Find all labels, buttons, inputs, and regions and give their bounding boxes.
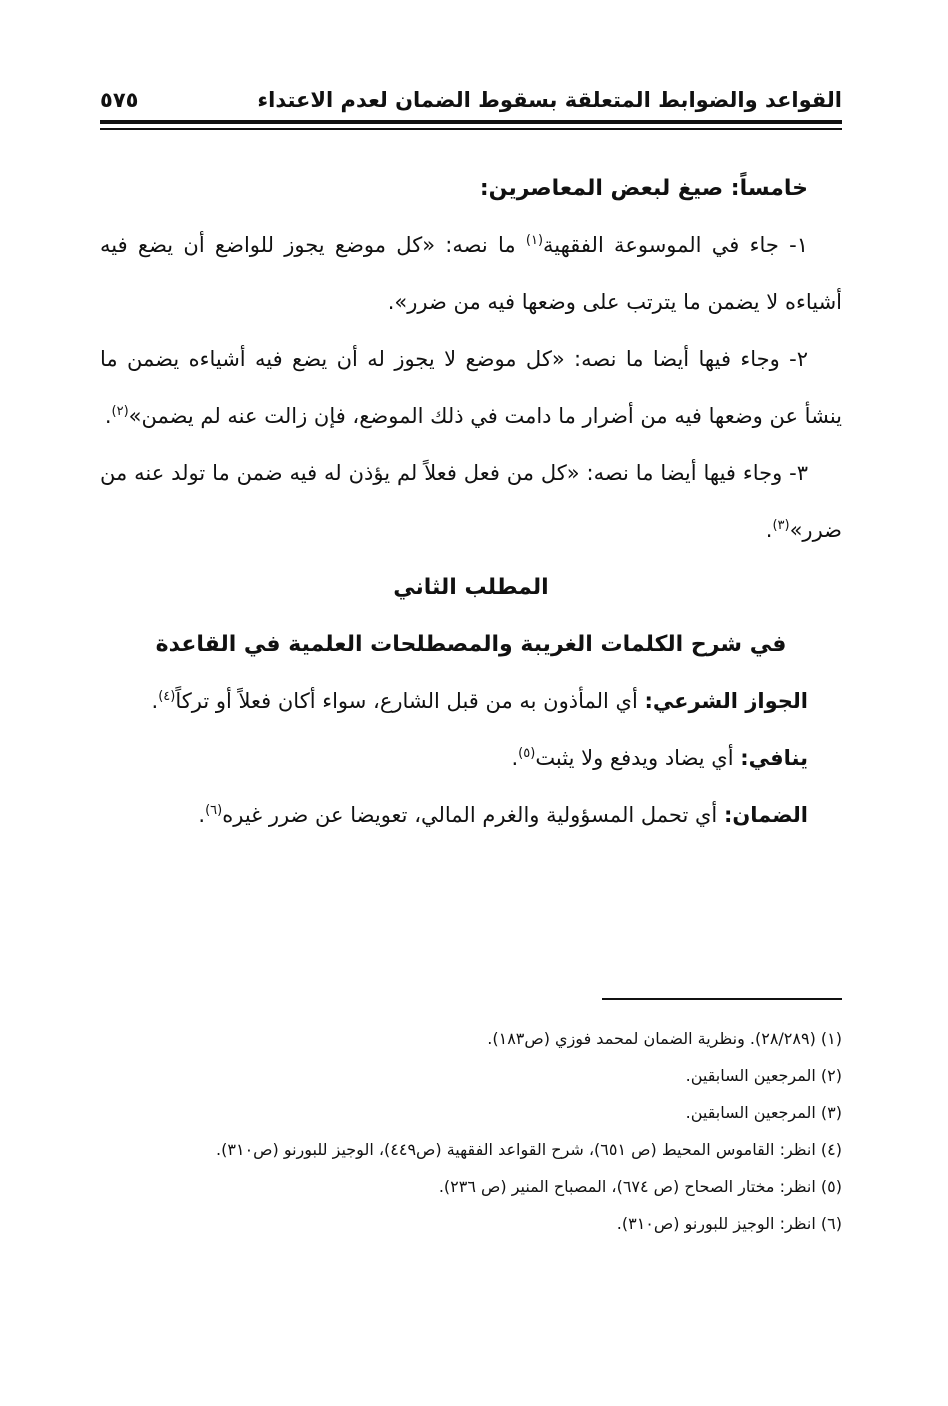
footnotes bbox=[100, 1020, 842, 1242]
term-daman: الضمان: bbox=[723, 803, 808, 827]
term-yunafi: ينافي: bbox=[740, 746, 808, 770]
matlab-subtitle: في شرح الكلمات الغريبة والمصطلحات العلمية في القاعدة bbox=[155, 632, 787, 657]
footnote-2: (٢) المرجعين السابقين. bbox=[685, 1066, 842, 1085]
quote-item-2 bbox=[100, 331, 842, 445]
item-2-text: ٢- وجاء فيها أيضا ما نصه: «كل موضع لا يجوز له أن يضع فيه أشياءه يضمن ما ينشأ عن وضعها فيه من أضرار ما دامت في ذلك الموضع، فإن زالت عنه لم يضمن» bbox=[100, 347, 842, 428]
quote-item-3 bbox=[100, 445, 842, 559]
footnote-ref-3: (٣) bbox=[772, 518, 790, 533]
definition-jawaz-text: أي المأذون به من قبل الشارع، سواء أكان فعلاً أو تركاً bbox=[175, 689, 645, 713]
definition-jawaz-end: . bbox=[151, 689, 159, 713]
item-1-text-a: ١- جاء في الموسوعة الفقهية bbox=[543, 233, 808, 257]
item-1-text-b: ما نصه: «كل موضع يجوز للواضع أن يضع فيه أشياءه لا يضمن ما يترتب على وضعها فيه من ضرر». bbox=[100, 233, 842, 314]
matlab-title: المطلب الثاني bbox=[393, 575, 549, 600]
footnote-ref-6: (٦) bbox=[205, 803, 223, 818]
footnote-separator bbox=[602, 998, 842, 1000]
footnote-ref-2: (٢) bbox=[111, 404, 129, 419]
item-3-text: ٣- وجاء فيها أيضا ما نصه: «كل من فعل فعلاً لم يؤذن له فيه ضمن ما تولد عنه من ضرر» bbox=[100, 461, 842, 542]
footnote-ref-1: (١) bbox=[525, 233, 544, 248]
footnote-5: (٥) انظر: مختار الصحاح (ص ٦٧٤)، المصباح المنير (ص ٢٣٦). bbox=[438, 1177, 842, 1196]
term-jawaz: الجواز الشرعي: bbox=[644, 689, 808, 713]
running-title: القواعد والضوابط المتعلقة بسقوط الضمان لعدم الاعتداء bbox=[257, 88, 842, 112]
book-page bbox=[100, 0, 842, 1406]
definition-daman-text: أي تحمل المسؤولية والغرم المالي، تعويضا عن ضرر غيره bbox=[222, 803, 724, 827]
running-header bbox=[100, 88, 842, 118]
footnote-6: (٦) انظر: الوجيز للبورنو (ص٣١٠). bbox=[616, 1214, 842, 1233]
definition-daman-end: . bbox=[198, 803, 206, 827]
item-2-end: . bbox=[104, 404, 112, 428]
page-number: ٥٧٥ bbox=[100, 88, 139, 112]
footnote-ref-5: (٥) bbox=[518, 746, 536, 761]
footnote-4: (٤) انظر: القاموس المحيط (ص ٦٥١)، شرح القواعد الفقهية (ص٤٤٩)، الوجيز للبورنو (ص٣١٠). bbox=[216, 1140, 842, 1159]
header-rule-thin bbox=[100, 128, 842, 130]
footnote-ref-4: (٤) bbox=[158, 689, 176, 704]
footnote-1: (١) (٢٨/٢٨٩). ونظرية الضمان لمحمد فوزي (ص١٨٣). bbox=[487, 1029, 842, 1048]
item-3-end: . bbox=[765, 518, 773, 542]
quote-item-1 bbox=[100, 217, 842, 331]
definition-yunafi-end: . bbox=[511, 746, 519, 770]
header-rule-thick bbox=[100, 120, 842, 124]
definition-jawaz bbox=[100, 673, 842, 730]
main-text bbox=[100, 160, 842, 844]
footnote-3: (٣) المرجعين السابقين. bbox=[685, 1103, 842, 1122]
definition-yunafi bbox=[100, 730, 842, 787]
definition-yunafi-text: أي يضاد ويدفع ولا يثبت bbox=[535, 746, 741, 770]
section-heading: خامساً: صيغ لبعض المعاصرين: bbox=[479, 176, 808, 201]
definition-daman bbox=[100, 787, 842, 844]
